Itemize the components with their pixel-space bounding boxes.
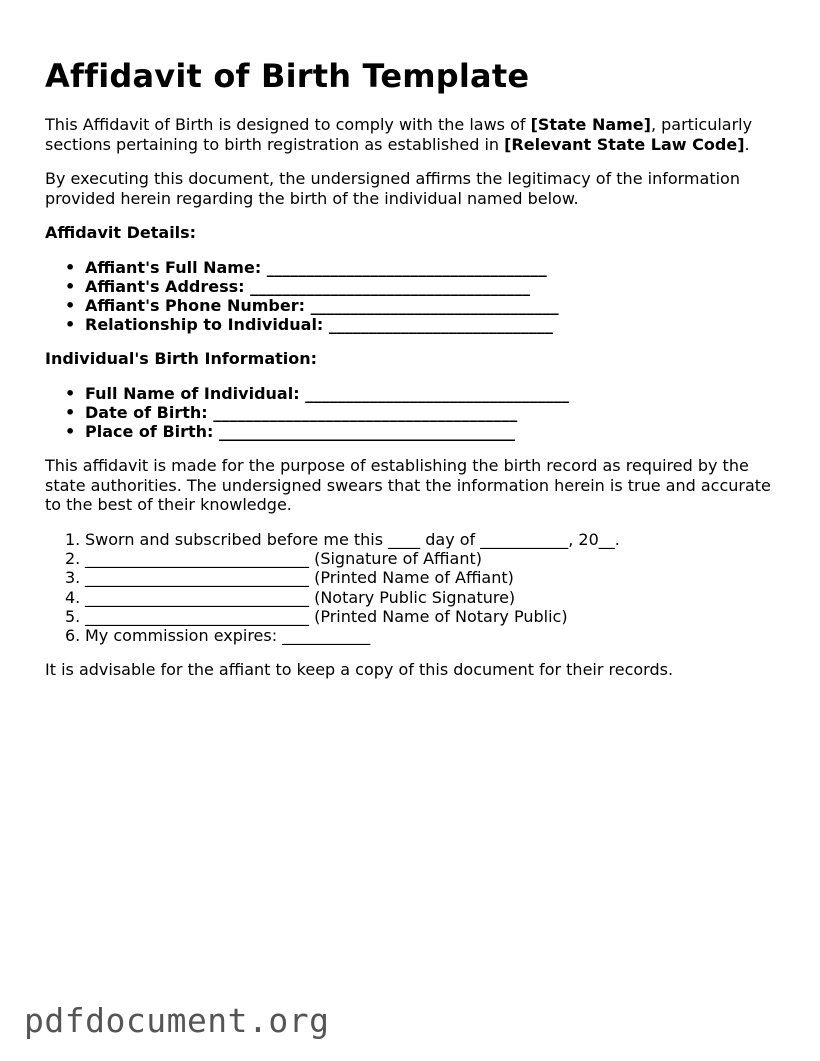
- step-text: Sworn and subscribed before me this ____ day of ___________, 20__.: [85, 529, 620, 549]
- step-number: 3.: [65, 568, 81, 588]
- list-item: [45, 588, 785, 607]
- page-title: Affidavit of Birth Template: [45, 57, 530, 95]
- step-text: My commission expires: ___________: [85, 625, 371, 645]
- closing-paragraph: It is advisable for the affiant to keep a copy of this document for their records.: [45, 660, 674, 680]
- intro-text-3: .: [744, 134, 750, 154]
- field-label-affiant-address: Affiant's Address: ___________________________________: [85, 276, 531, 296]
- birth-information-list: [45, 384, 785, 442]
- list-item: [45, 277, 785, 296]
- field-label-place-of-birth: Place of Birth: _____________________________________: [85, 422, 516, 442]
- affidavit-details-list: [45, 258, 785, 335]
- step-number: 6.: [65, 625, 81, 645]
- field-label-individual-name: Full Name of Individual: _________________________________: [85, 383, 570, 403]
- bullet-icon: •: [65, 403, 76, 423]
- intro-text-1: This Affidavit of Birth is designed to comply with the laws of: [45, 115, 531, 134]
- step-text: ____________________________ (Notary Public Signature): [85, 587, 516, 607]
- step-text: ____________________________ (Printed Name of Notary Public): [85, 606, 568, 626]
- field-label-affiant-full-name: Affiant's Full Name: ___________________________________: [85, 257, 547, 277]
- list-item: [45, 384, 785, 403]
- document-page: [45, 54, 785, 695]
- field-label-relationship: Relationship to Individual: ____________________________: [85, 315, 553, 335]
- list-item: [45, 296, 785, 315]
- step-number: 1.: [65, 529, 81, 549]
- bullet-icon: •: [65, 383, 76, 403]
- list-item: [45, 549, 785, 568]
- list-item: [45, 258, 785, 277]
- bullet-icon: •: [65, 422, 76, 442]
- law-code-placeholder: [Relevant State Law Code]: [504, 134, 745, 154]
- step-number: 2.: [65, 549, 81, 569]
- step-number: 4.: [65, 587, 81, 607]
- watermark: pdfdocument.org: [24, 1001, 330, 1040]
- list-item: [45, 315, 785, 334]
- intro-text-2: , particularly sections pertaining to birth registration as established in: [45, 115, 753, 154]
- bullet-icon: •: [65, 315, 76, 335]
- list-item: [45, 607, 785, 626]
- step-text: ____________________________ (Printed Name of Affiant): [85, 568, 514, 588]
- signature-steps-list: [45, 530, 785, 645]
- field-label-date-of-birth: Date of Birth: ______________________________________: [85, 403, 518, 423]
- bullet-icon: •: [65, 257, 76, 277]
- bullet-icon: •: [65, 276, 76, 296]
- birth-information-heading: Individual's Birth Information:: [45, 349, 318, 369]
- step-number: 5.: [65, 606, 81, 626]
- intro-paragraph: [45, 115, 785, 154]
- list-item: [45, 403, 785, 422]
- list-item: [45, 568, 785, 587]
- field-label-affiant-phone: Affiant's Phone Number: _______________________________: [85, 295, 559, 315]
- purpose-paragraph: This affidavit is made for the purpose of establishing the birth record as required by the state authorities. The undersigned swears that the information herein is true and accurate to the best of their knowledge.: [45, 456, 771, 515]
- affidavit-details-heading: Affidavit Details:: [45, 223, 197, 242]
- list-item: [45, 530, 785, 549]
- list-item: [45, 422, 785, 441]
- list-item: [45, 626, 785, 645]
- affirmation-paragraph: By executing this document, the undersigned affirms the legitimacy of the information provided herein regarding the birth of the individual named below.: [45, 169, 740, 208]
- step-text: ____________________________ (Signature of Affiant): [85, 549, 482, 569]
- state-name-placeholder: [State Name]: [530, 115, 651, 134]
- bullet-icon: •: [65, 295, 76, 315]
